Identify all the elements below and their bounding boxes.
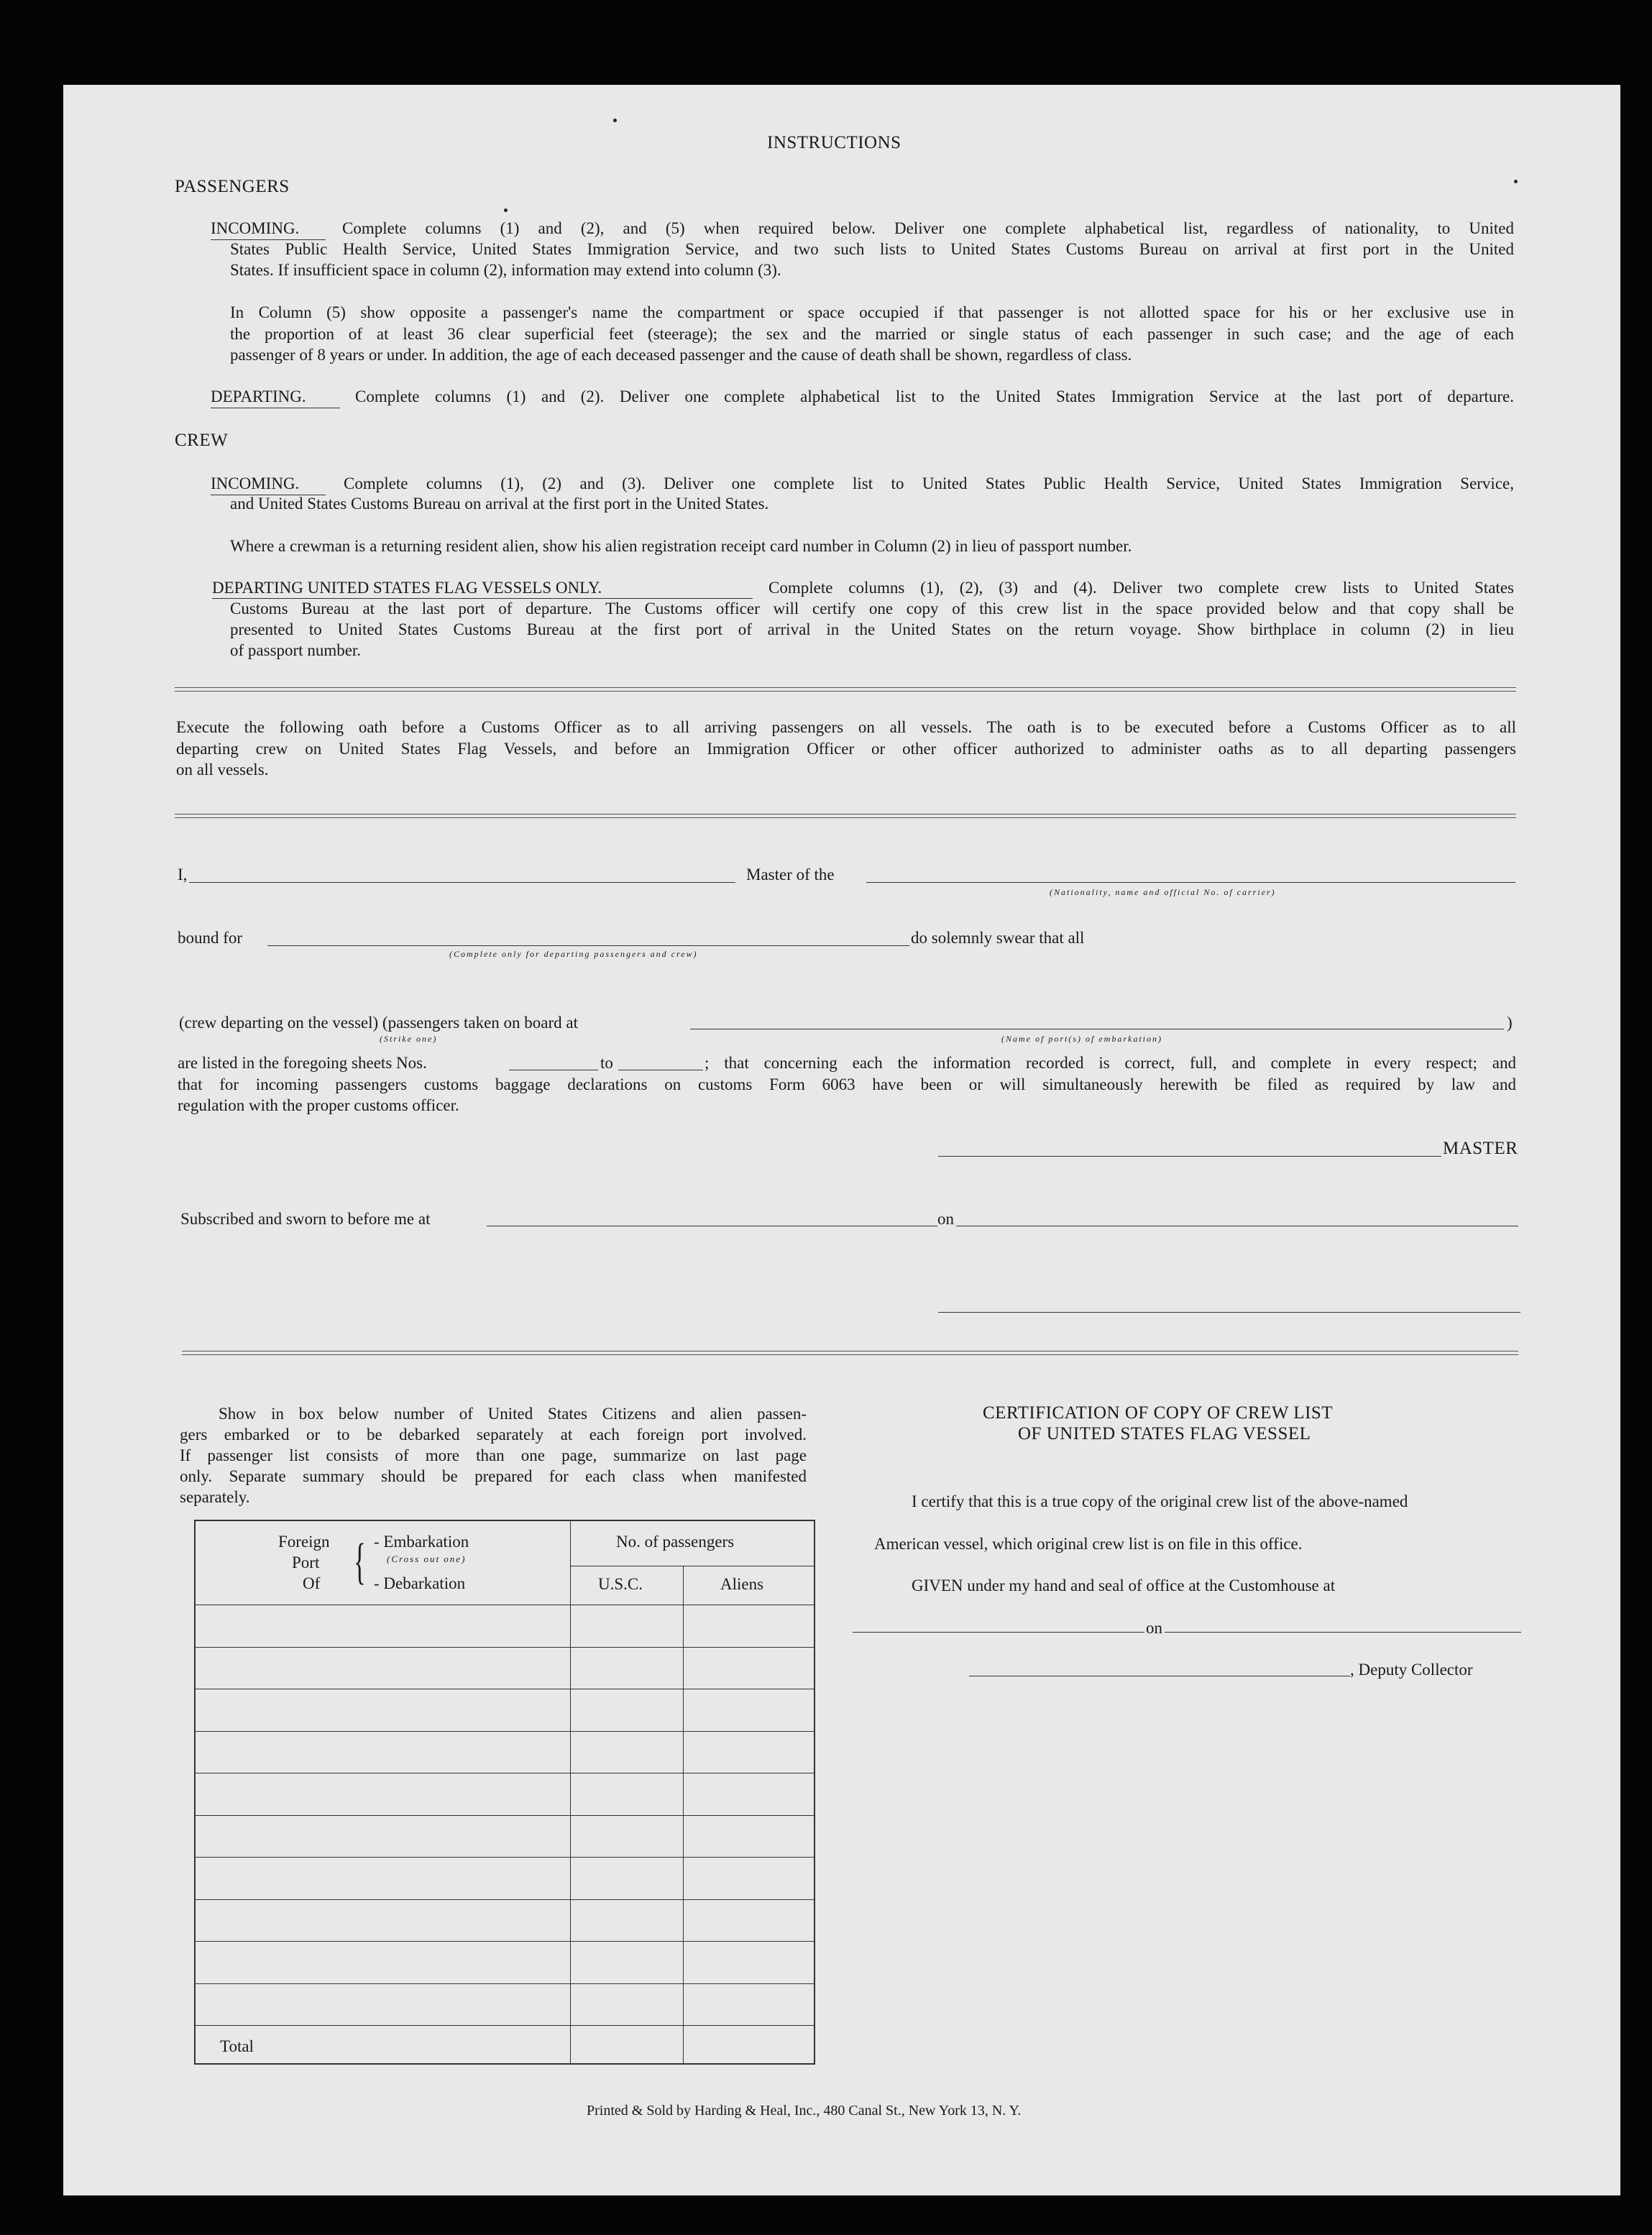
column5-text: passenger of 8 years or under. In addition, the age of each deceased passenger and the cause of death shall be shown, regardless of class. [230,346,1132,364]
table-divider [570,1521,571,2063]
separator-line [175,814,1516,818]
crew-departing-label: DEPARTING UNITED STATES FLAG VESSELS ONLY. [212,579,602,597]
to-label: to [600,1054,613,1072]
on-label: on [937,1210,954,1228]
foreign-label: Foreign [278,1533,330,1551]
master-label: MASTER [1443,1139,1518,1158]
deputy-collector-label: , Deputy Collector [1350,1661,1473,1679]
passengers-departing-label: DEPARTING. [211,387,306,405]
of-label: Of [303,1574,321,1592]
listed-text: are listed in the foregoing sheets Nos. [178,1054,427,1072]
oath-intro-text: departing crew on United States Flag Vessels, and before an Immigration Officer or other officer authorized to administer oaths as to all departing passengers [176,740,1516,758]
total-label: Total [220,2037,254,2055]
strike-one-caption: (Strike one) [380,1034,438,1044]
passenger-summary-table [194,1520,815,2065]
master-of-the-label: Master of the [746,866,835,884]
column5-text: In Column (5) show opposite a passenger's name the compartment or space occupied if that passenger is not allotted space for his or her exclusive use in [230,303,1514,321]
summary-text: Show in box below number of United States Citizens and alien passen- [219,1405,807,1423]
crew-departing-text: of passport number. [230,641,362,659]
crewman-text: Where a crewman is a returning resident alien, show his alien registration receipt card number in Column (2) in lieu of passport number. [230,537,1132,555]
page-title: INSTRUCTIONS [767,133,901,152]
crew-incoming-text: Complete columns (1), (2) and (3). Deliver one complete list to United States Public Health Service, United States Immigration Service, [344,474,1514,492]
table-row [196,1899,814,1900]
table-row [196,1857,814,1858]
passengers-incoming-text: States. If insufficient space in column (2), information may extend into column (3). [230,261,781,279]
master-signature-field[interactable] [938,1156,1441,1157]
certification-date-field[interactable] [1165,1632,1521,1633]
certification-text: American vessel, which original crew list is on file in this office. [874,1535,1303,1553]
speck [504,208,508,212]
passengers-incoming-text: Complete columns (1) and (2), and (5) when required below. Deliver one complete alphabetical list, regardless of nationality, to United [342,219,1514,237]
crew-incoming-label: INCOMING. [211,474,300,492]
usc-header: U.S.C. [598,1575,643,1593]
summary-text: separately. [180,1488,250,1506]
close-paren: ) [1507,1014,1513,1032]
listed-text: regulation with the proper customs officer. [178,1096,459,1114]
aliens-header: Aliens [720,1575,764,1593]
oath-i-label: I, [178,866,188,884]
cross-out-caption: (Cross out one) [387,1554,467,1564]
crew-departing-text: presented to United States Customs Bureau at the first port of arrival in the United States on the return voyage. Show birthplace in column (2) in lieu [230,620,1514,638]
oath-intro-text: on all vessels. [176,761,269,779]
separator-line [175,687,1516,692]
table-divider [683,1566,684,2063]
master-name-field[interactable] [189,882,735,883]
table-row [196,1731,814,1732]
certification-title: CERTIFICATION OF COPY OF CREW LIST [983,1403,1334,1423]
bound-for-label: bound for [178,929,243,947]
crew-incoming-text: and United States Customs Bureau on arrival at the first port in the United States. [230,495,769,513]
on-label: on [1146,1619,1162,1637]
table-row [196,2025,814,2026]
oath-intro-text: Execute the following oath before a Customs Officer as to all arriving passengers on all vessels. The oath is to be executed before a Customs Officer as to all [176,718,1516,736]
table-row [196,1647,814,1648]
passengers-incoming-label: INCOMING. [211,219,300,237]
nationality-caption: (Nationality, name and official No. of carrier) [1050,887,1276,897]
bound-for-field[interactable] [267,945,909,946]
listed-text: that for incoming passengers customs baggage declarations on customs Form 6063 have been or will simultaneously herewith be filed as required by law and [178,1075,1516,1093]
certification-text: I certify that this is a true copy of the original crew list of the above-named [912,1492,1408,1510]
listed-text: ; that concerning each the information recorded is correct, full, and complete in every respect; and [705,1054,1516,1072]
ports-caption: (Name of port(s) of embarkation) [1001,1034,1162,1044]
table-row [196,1983,814,1984]
no-of-passengers-header: No. of passengers [616,1533,735,1551]
summary-text: only. Separate summary should be prepared for each class when manifested [180,1467,807,1485]
certification-text: GIVEN under my hand and seal of office at the Customhouse at [912,1577,1336,1594]
passengers-heading: PASSENGERS [175,177,290,196]
speck [613,119,617,122]
separator-line [182,1351,1518,1355]
crew-departing-text: Customs Bureau at the last port of departure. The Customs officer will certify one copy of this crew list in the space provided below and that copy shall be [230,600,1514,618]
subscribed-label: Subscribed and sworn to before me at [180,1210,431,1228]
speck [1514,180,1518,183]
column5-text: the proportion of at least 36 clear superficial feet (steerage); the sex and the married or single status of each passenger in such case; and the age of each [230,325,1514,343]
printer-footer: Printed & Sold by Harding & Heal, Inc., 480 Canal St., New York 13, N. Y. [587,2103,1022,2119]
crew-heading: CREW [175,431,229,450]
summary-text: If passenger list consists of more than one page, summarize on last page [180,1446,807,1464]
certification-title: OF UNITED STATES FLAG VESSEL [1018,1424,1311,1444]
brace-icon: { [354,1534,366,1589]
port-label: Port [292,1554,320,1571]
embarkation-label: - Embarkation [374,1533,469,1551]
passengers-departing-text: Complete columns (1) and (2). Deliver one complete alphabetical list to the United States Immigration Service at the last port of departure. [355,387,1514,405]
crew-departing-oath-text: (crew departing on the vessel) (passengers taken on board at [179,1014,578,1032]
customhouse-field[interactable] [853,1632,1144,1633]
debarkation-label: - Debarkation [374,1574,466,1592]
summary-text: gers embarked or to be debarked separately at each foreign port involved. [180,1426,807,1444]
crew-departing-text: Complete columns (1), (2), (3) and (4). Deliver two complete crew lists to United States [768,579,1514,597]
passengers-incoming-text: States Public Health Service, United States Immigration Service, and two such lists to United States Customs Bureau on arrival at first port in the United [230,240,1514,258]
table-row [196,1941,814,1942]
table-row [196,1815,814,1816]
complete-only-caption: (Complete only for departing passengers and crew) [449,949,698,959]
do-solemnly-text: do solemnly swear that all [911,929,1085,947]
carrier-field[interactable] [866,882,1515,883]
officer-signature-field[interactable] [938,1312,1520,1313]
